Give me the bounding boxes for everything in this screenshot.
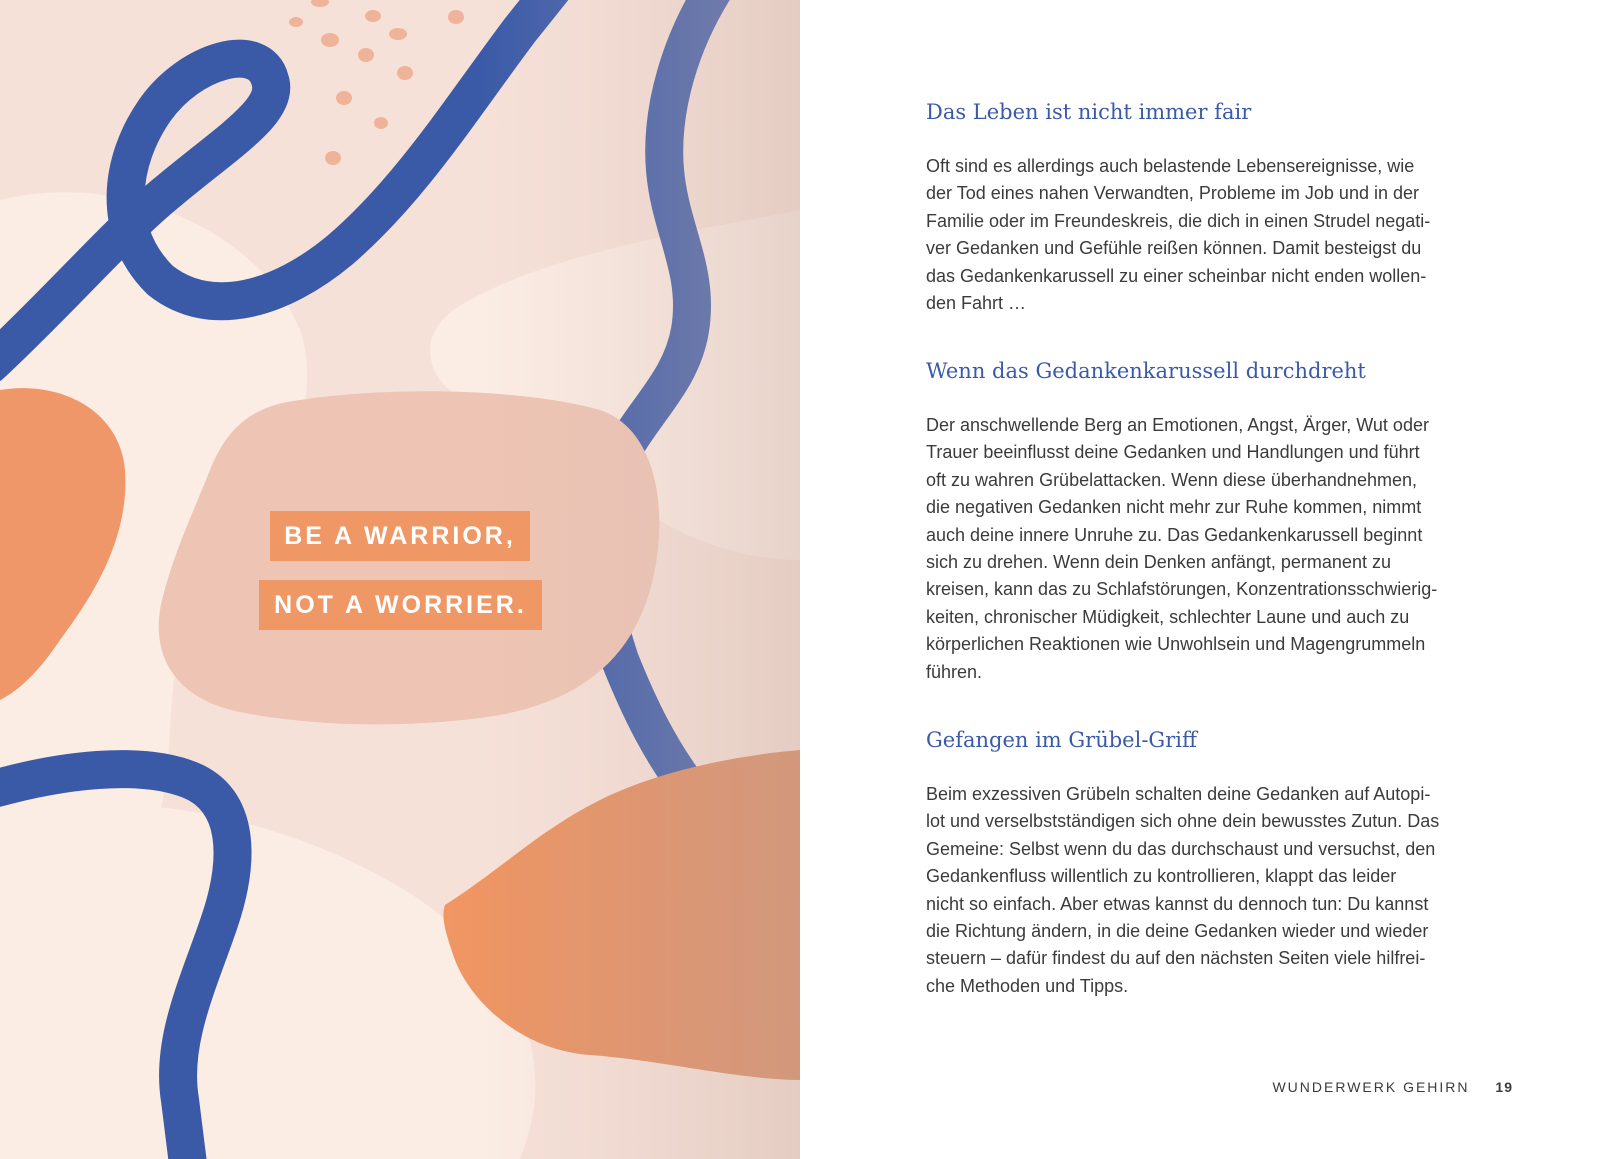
quote-line-2: NOT A WORRIER. (259, 580, 542, 630)
section-heading: Gefangen im Grübel-Griff (926, 728, 1197, 752)
paragraph-line: lot und verselbstständigen sich ohne dein bewusstes Zutun. Das (926, 811, 1440, 832)
paragraph-line: Beim exzessiven Grübeln schalten deine Gedanken auf Autopi- (926, 784, 1431, 804)
paragraph-line: kreisen, kann das zu Schlafstörungen, Konzentrationsschwierig- (926, 579, 1438, 600)
paragraph-line: steuern – dafür findest du auf den nächsten Seiten viele hilfrei- (926, 948, 1426, 969)
paragraph-line: die negativen Gedanken nicht mehr zur Ruhe kommen, nimmt (926, 497, 1422, 518)
paragraph-line: nicht so einfach. Aber etwas kannst du dennoch tun: Du kannst (926, 893, 1429, 914)
section-heading: Das Leben ist nicht immer fair (926, 100, 1252, 124)
paragraph-line: sich zu drehen. Wenn dein Denken anfängt, permanent zu (926, 552, 1391, 573)
paragraph-line: Der anschwellende Berg an Emotionen, Angst, Ärger, Wut oder (926, 415, 1429, 435)
paragraph-line: die Richtung ändern, in die deine Gedanken wieder und wieder (926, 921, 1429, 942)
paragraph-line: keiten, chronischer Müdigkeit, schlechter Laune und auch zu (926, 606, 1410, 627)
section-paragraph (926, 153, 1486, 317)
section-paragraph (926, 781, 1486, 1000)
paragraph-line: Gedankenfluss willentlich zu kontrollieren, klappt das leider (926, 866, 1397, 887)
paragraph-line: der Tod eines nahen Verwandten, Probleme im Job und in der (926, 183, 1419, 204)
section-gedankenkarussell (926, 357, 1486, 686)
quote-line-1: BE A WARRIOR, (270, 511, 530, 561)
running-head: WUNDERWERK GEHIRN (1272, 1079, 1470, 1095)
paragraph-line: den Fahrt … (926, 293, 1027, 314)
paragraph-line: che Methoden und Tipps. (926, 975, 1129, 996)
section-paragraph (926, 412, 1486, 686)
paragraph-line: Trauer beeinflusst deine Gedanken und Handlungen und führt (926, 442, 1420, 463)
section-heading: Wenn das Gedankenkarussell durchdreht (926, 359, 1366, 383)
paragraph-line: körperlichen Reaktionen wie Unwohlsein und Magengrummeln (926, 634, 1426, 655)
page-footer (1272, 1079, 1513, 1095)
paragraph-line: Familie oder im Freundeskreis, die dich in einen Strudel negati- (926, 210, 1431, 231)
paragraph-line: auch deine innere Unruhe zu. Das Gedankenkarussell beginnt (926, 524, 1423, 545)
paragraph-line: Gemeine: Selbst wenn du das durchschaust und versuchst, den (926, 838, 1436, 859)
paragraph-line: Oft sind es allerdings auch belastende Lebensereignisse, wie (926, 156, 1415, 176)
text-page (800, 0, 1600, 1159)
paragraph-line: oft zu wahren Grübelattacken. Wenn diese überhandnehmen, (926, 469, 1417, 490)
page-number: 19 (1495, 1079, 1513, 1095)
paragraph-line: führen. (926, 661, 983, 682)
section-leben-nicht-fair (926, 98, 1486, 317)
paragraph-line: ver Gedanken und Gefühle reißen können. Damit besteigst du (926, 238, 1422, 259)
section-gruebel-griff (926, 726, 1486, 1000)
paragraph-line: das Gedankenkarussell zu einer scheinbar nicht enden wollen- (926, 265, 1427, 286)
